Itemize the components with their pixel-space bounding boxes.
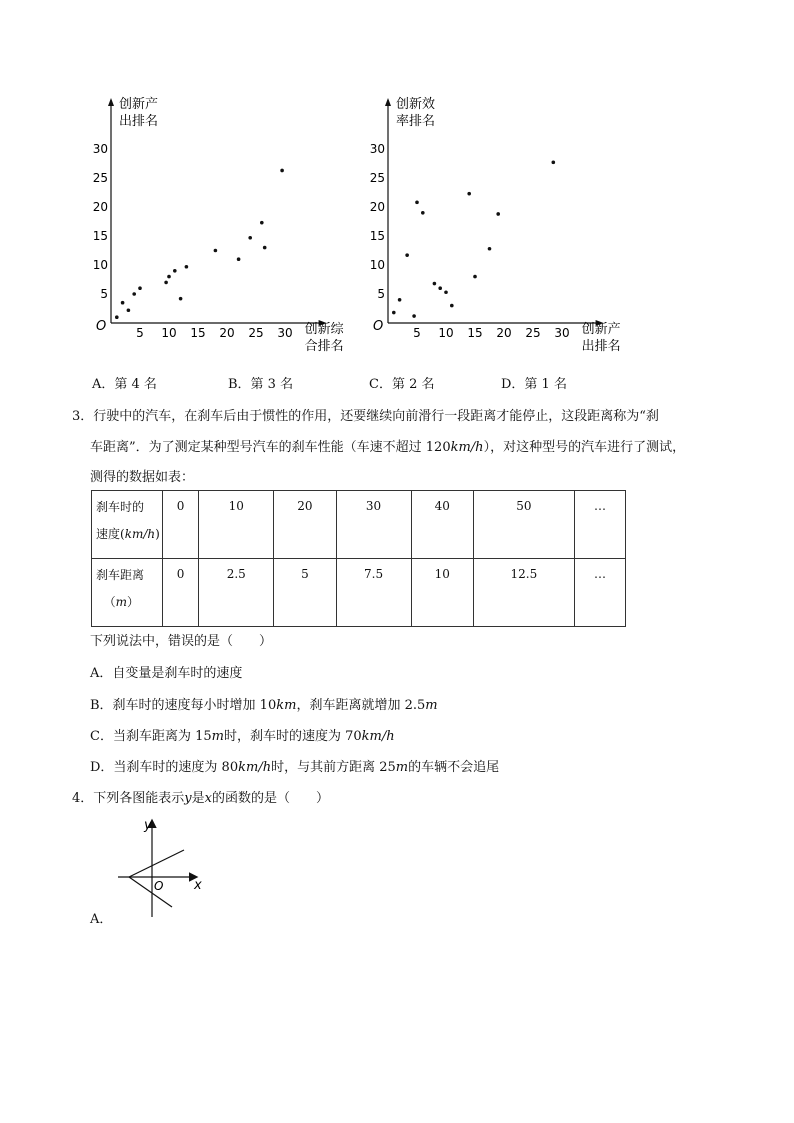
q3-stem-line3: 测得的数据如表：	[90, 470, 195, 485]
origin-label: O	[373, 319, 384, 334]
y-axis-arrow	[385, 98, 391, 106]
y-tick-label: 5	[377, 287, 385, 301]
data-point	[248, 236, 252, 240]
data-point	[473, 275, 477, 279]
data-point	[421, 211, 425, 215]
data-point	[260, 221, 264, 225]
q3-option-c: C．当刹车距离为 15m时，刹车时的速度为 70km/h	[90, 729, 395, 744]
q4-x-label: x	[194, 878, 202, 893]
x-tick-label: 10	[438, 326, 454, 340]
scatter-chart-left	[90, 92, 370, 367]
x-axis-label: 合排名	[304, 339, 344, 354]
x-tick-label: 20	[496, 326, 512, 340]
y-tick-label: 10	[92, 258, 108, 272]
data-point	[552, 161, 556, 165]
x-tick-label: 15	[467, 326, 483, 340]
scatter-chart-right	[367, 92, 657, 367]
table-cell: 10	[199, 491, 274, 559]
data-point	[415, 201, 419, 205]
y-axis-arrow	[108, 98, 114, 106]
table-cell: …	[574, 559, 625, 627]
x-tick-label: 25	[525, 326, 541, 340]
x-tick-label: 30	[554, 326, 570, 340]
y-tick-label: 25	[369, 171, 385, 185]
speed-distance-table	[91, 490, 626, 627]
table-row-distance	[92, 559, 626, 627]
x-axis-label: 出排名	[581, 339, 621, 354]
q2-option-c: C．第 2 名	[369, 377, 435, 392]
y-axis-label: 创新产	[119, 97, 159, 112]
q4-y-label: y	[144, 818, 152, 833]
data-point	[173, 269, 177, 273]
y-tick-label: 10	[369, 258, 385, 272]
table-cell: 10	[411, 559, 473, 627]
data-point	[433, 282, 437, 286]
q2-option-a: A．第 4 名	[92, 377, 157, 392]
x-tick-label: 30	[277, 326, 293, 340]
data-point	[450, 304, 454, 308]
data-point	[237, 257, 241, 261]
x-tick-label: 20	[219, 326, 235, 340]
data-point	[467, 192, 471, 196]
y-tick-label: 30	[369, 142, 385, 156]
data-point	[115, 315, 119, 319]
y-axis-label: 创新效	[396, 97, 436, 112]
y-axis-label: 出排名	[119, 114, 159, 129]
y-axis-label: 率排名	[396, 114, 436, 129]
q4-graph-a	[112, 812, 212, 922]
q4-upper-branch	[129, 850, 184, 877]
data-point	[438, 286, 442, 290]
y-tick-label: 30	[92, 142, 108, 156]
table-cell: 2.5	[199, 559, 274, 627]
y-tick-label: 15	[369, 229, 385, 243]
q3-option-d: D．当刹车时的速度为 80km/h时，与其前方距离 25m的车辆不会追尾	[90, 760, 500, 775]
table-header-distance: 刹车距离 （m）	[92, 559, 163, 627]
q3-prompt: 下列说法中，错误的是（ ）	[90, 634, 273, 649]
data-point	[405, 253, 409, 257]
table-cell: 5	[274, 559, 336, 627]
x-axis-label: 创新产	[581, 322, 621, 337]
q2-option-d: D．第 1 名	[501, 377, 567, 392]
q3-stem-line1: 3．行驶中的汽车，在刹车后由于惯性的作用，还要继续向前滑行一段距离才能停止，这段距离称为“刹	[72, 409, 659, 424]
q3-option-a: A．自变量是刹车时的速度	[90, 666, 243, 681]
table-cell: …	[574, 491, 625, 559]
table-cell: 12.5	[473, 559, 574, 627]
data-point	[263, 246, 267, 250]
q3-option-b: B．刹车时的速度每小时增加 10km，刹车距离就增加 2.5m	[90, 698, 438, 713]
q4-stem: 4．下列各图能表示y是x的函数的是（ ）	[72, 791, 330, 806]
x-tick-label: 25	[248, 326, 264, 340]
data-point	[138, 286, 142, 290]
q4-lower-branch	[129, 877, 172, 907]
x-tick-label: 5	[413, 326, 421, 340]
data-point	[488, 247, 492, 251]
data-point	[412, 314, 416, 318]
data-point	[167, 275, 171, 279]
table-cell: 7.5	[336, 559, 411, 627]
origin-label: O	[96, 319, 107, 334]
data-point	[179, 297, 183, 301]
x-axis-label: 创新综	[304, 322, 344, 337]
table-header-speed: 刹车时的 速度(km/h)	[92, 491, 163, 559]
data-point	[392, 311, 396, 315]
q4-option-a: A．	[90, 912, 113, 927]
data-point	[127, 308, 131, 312]
x-tick-label: 10	[161, 326, 177, 340]
table-cell: 50	[473, 491, 574, 559]
table-cell: 20	[274, 491, 336, 559]
data-point	[214, 249, 218, 253]
y-tick-label: 20	[92, 200, 108, 214]
q4-origin-label: O	[154, 879, 164, 893]
table-cell: 0	[163, 559, 199, 627]
table-cell: 30	[336, 491, 411, 559]
table-row-speed	[92, 491, 626, 559]
y-tick-label: 25	[92, 171, 108, 185]
data-point	[280, 169, 284, 173]
data-point	[444, 290, 448, 294]
y-tick-label: 5	[100, 287, 108, 301]
data-point	[164, 281, 168, 285]
y-tick-label: 20	[369, 200, 385, 214]
x-tick-label: 5	[136, 326, 144, 340]
x-tick-label: 15	[190, 326, 206, 340]
table-cell: 40	[411, 491, 473, 559]
data-point	[398, 298, 402, 302]
data-point	[185, 265, 189, 269]
q3-stem-line2: 车距离”．为了测定某种型号汽车的刹车性能（车速不超过 120km/h），对这种型号的汽车进行了测试，	[90, 440, 686, 455]
data-point	[496, 212, 500, 216]
data-point	[121, 301, 125, 305]
data-point	[132, 292, 136, 296]
y-tick-label: 15	[92, 229, 108, 243]
table-cell: 0	[163, 491, 199, 559]
q2-option-b: B．第 3 名	[228, 377, 294, 392]
